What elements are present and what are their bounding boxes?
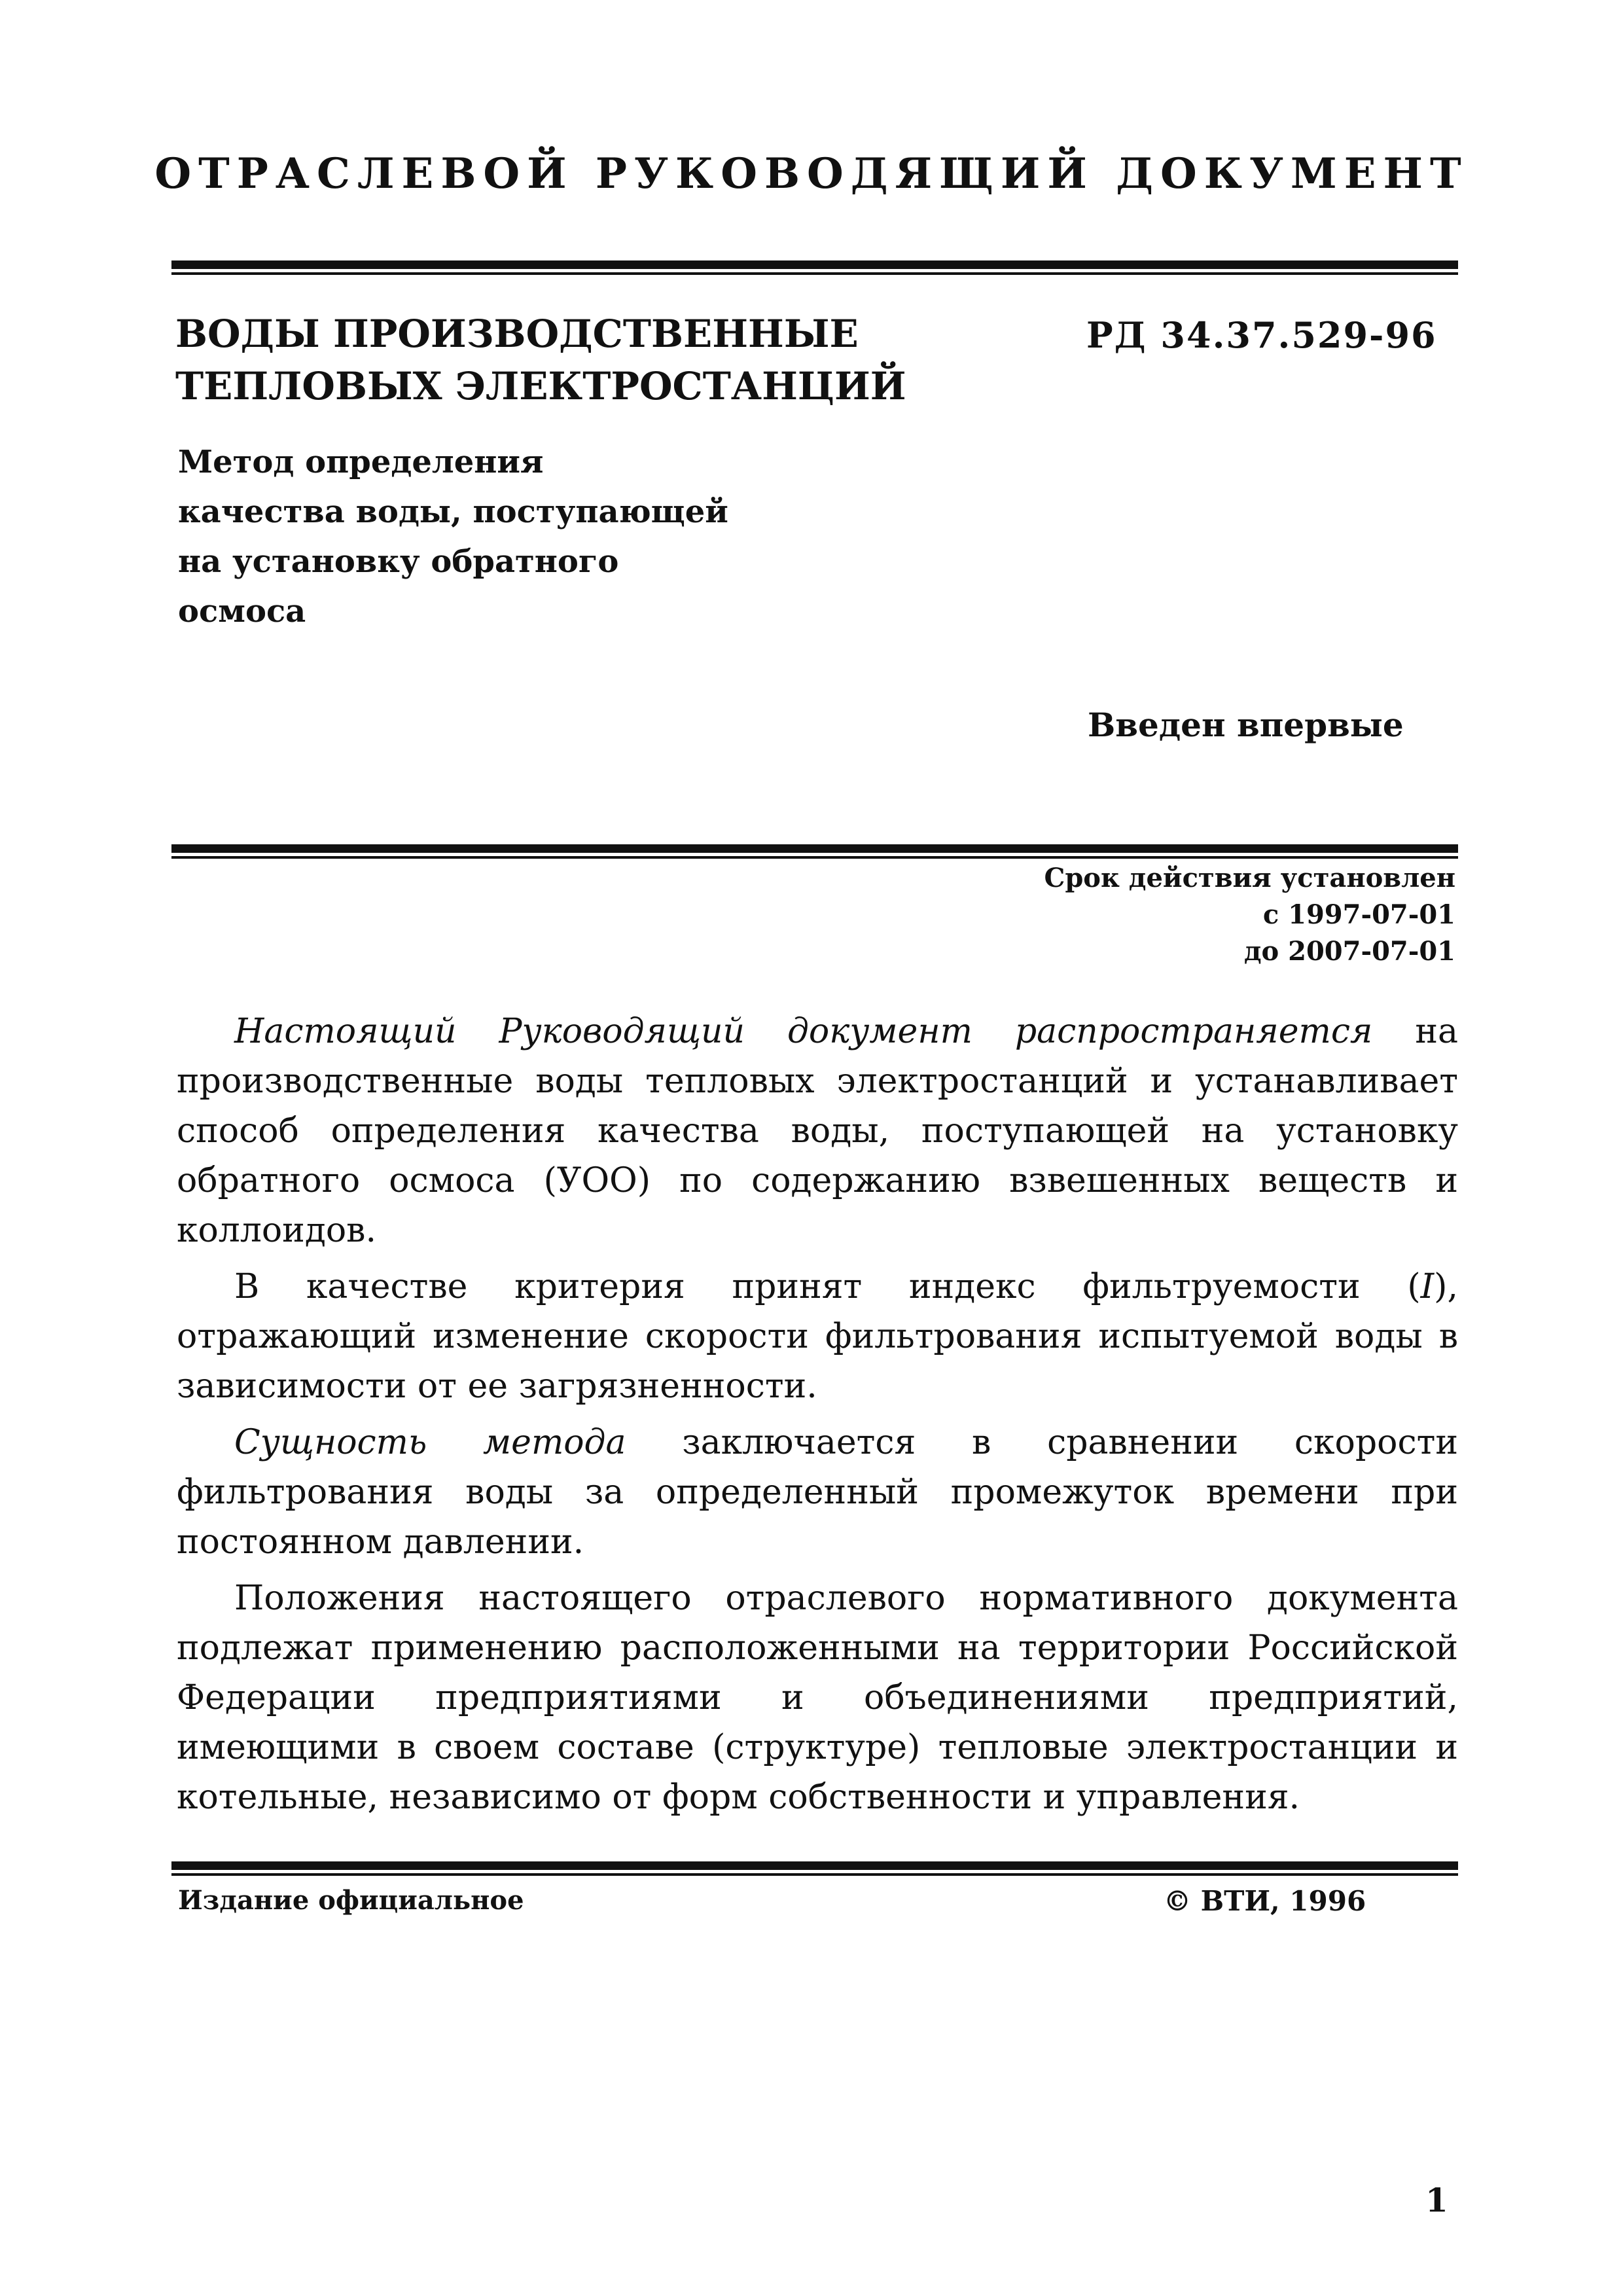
body-paragraph-method [177, 1418, 1458, 1567]
validity-period [1044, 860, 1456, 970]
filterability-index-symbol: I [1420, 1267, 1435, 1306]
subtitle-line: осмоса [178, 593, 306, 630]
page-number: 1 [1425, 2181, 1448, 2219]
document-type-banner: ОТРАСЛЕВОЙ РУКОВОДЯЩИЙ ДОКУМЕНТ [154, 149, 1469, 198]
validity-to: до 2007-07-01 [1243, 936, 1455, 967]
document-body [177, 1007, 1458, 1829]
footer-rule-thin [171, 1873, 1458, 1876]
scope-text: на производственные воды тепловых электростанций и устанавливает способ определения качества воды, поступающей на установку обратного осмоса (УОО) по содержанию взвешенных веществ и коллоидов. [177, 1012, 1458, 1250]
header-rule-thick [171, 260, 1458, 269]
edition-label: Издание официальное [178, 1885, 524, 1916]
method-lead-italic: Сущность метода [234, 1423, 626, 1462]
section-rule-thick [171, 844, 1458, 853]
copyright-notice: © ВТИ, 1996 [1164, 1885, 1366, 1917]
document-title [175, 308, 906, 412]
document-title-line-2: ТЕПЛОВЫХ ЭЛЕКТРОСТАНЦИЙ [175, 364, 906, 408]
scope-lead-italic: Настоящий Руководящий документ распространяется [234, 1012, 1373, 1051]
method-text: заключается в сравнении скорости фильтрования воды за определенный промежуток времени при постоянном давлении. [177, 1423, 1459, 1562]
subtitle-line: Метод определения [178, 444, 544, 480]
document-subtitle [178, 437, 728, 636]
footer-rule-thick [171, 1861, 1458, 1870]
subtitle-line: качества воды, поступающей [178, 493, 728, 530]
validity-from: с 1997-07-01 [1262, 899, 1455, 930]
criterion-text-before: В качестве критерия принят индекс фильтруемости ( [234, 1267, 1421, 1306]
section-rule-thin [171, 856, 1458, 859]
body-paragraph-applicability: Положения настоящего отраслевого нормативного документа подлежат применению расположенными на территории Российской Федерации предприятиями и объединениями предприятий, имеющими в своем составе (структуре) тепловые электростанции и котельные, независимо от форм собственности и управления. [177, 1579, 1458, 1817]
validity-label: Срок действия установлен [1044, 863, 1455, 893]
body-paragraph-scope [177, 1007, 1458, 1255]
body-paragraph-criterion [177, 1262, 1458, 1411]
introduction-note: Введен впервые [1088, 706, 1404, 744]
header-rule-thin [171, 272, 1458, 275]
document-title-line-1: ВОДЫ ПРОИЗВОДСТВЕННЫЕ [175, 312, 859, 356]
criterion-text-after: ), отражающий изменение скорости фильтрования испытуемой воды в зависимости от ее загрязненности. [177, 1267, 1458, 1406]
subtitle-line: на установку обратного [178, 543, 619, 580]
document-number: РД 34.37.529-96 [1086, 314, 1437, 356]
